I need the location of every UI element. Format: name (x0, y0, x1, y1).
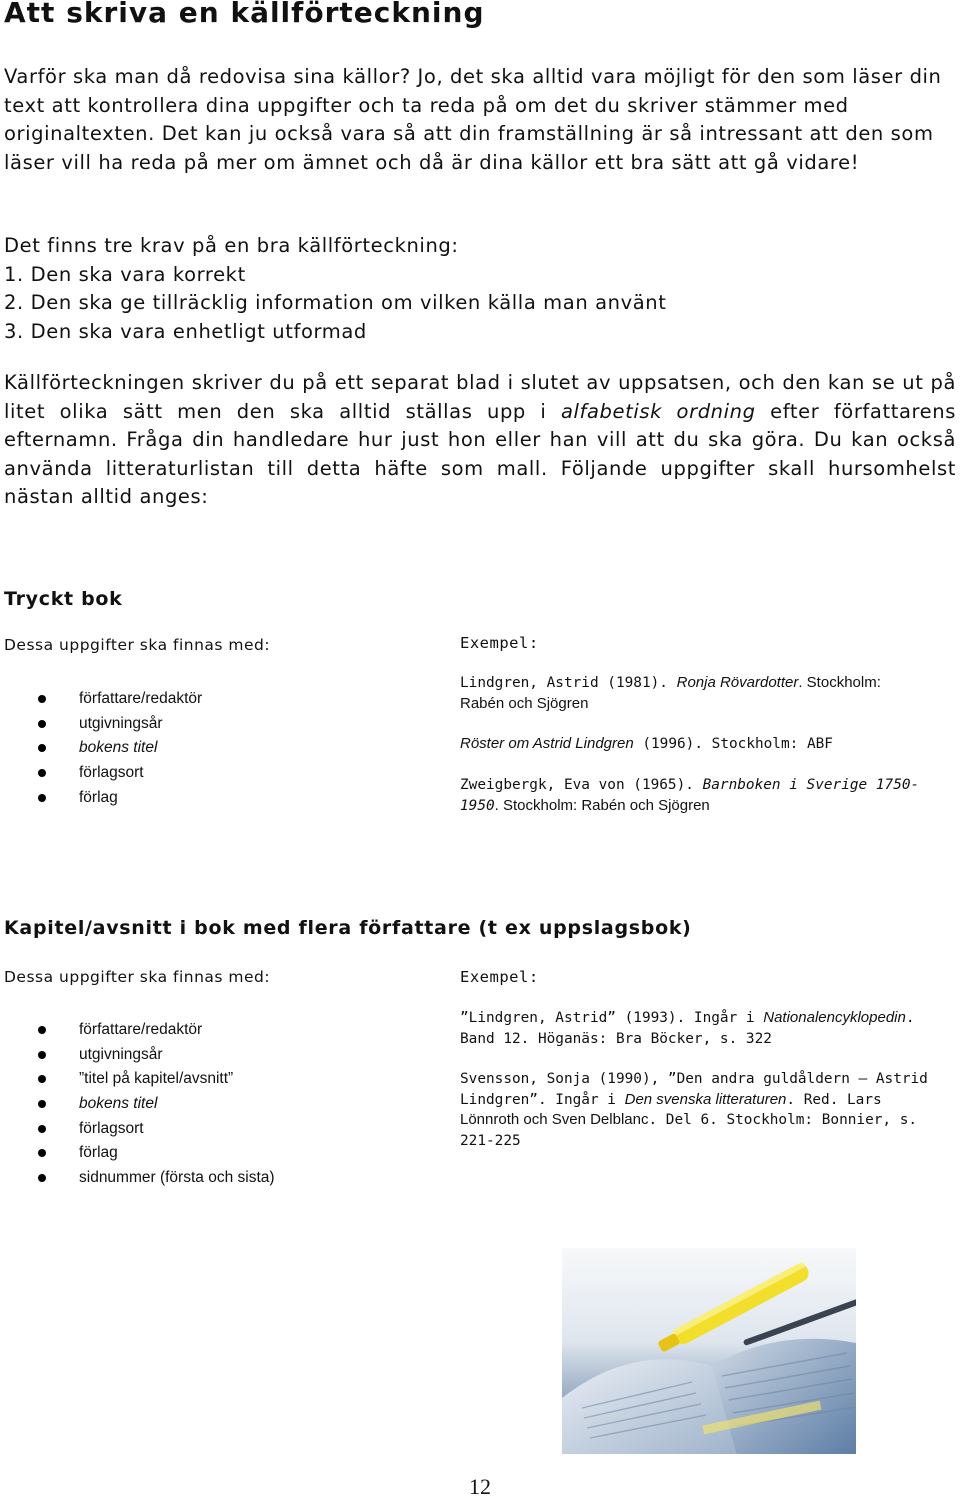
list-item: ”titel på kapitel/avsnitt” (38, 1067, 275, 1092)
page-number: 12 (469, 1474, 491, 1499)
example-entry (460, 775, 940, 816)
example-text: Band 12. Höganäs: Bra Böcker, s. 322 (460, 1030, 772, 1047)
requirement-item: 2. Den ska ge tillräcklig information om vilken källa man använt (4, 291, 667, 314)
list-item: utgivningsår (38, 1043, 275, 1068)
list-item: författare/redaktör (38, 687, 202, 712)
paragraph-text: Källförteckningen skriver du på ett separat blad i slutet av uppsatsen, och den kan se ut på litet olika sätt men den ska alltid ställas upp i (4, 371, 956, 423)
example-text: Lindgren, Astrid (1981). (460, 675, 677, 691)
example-text: . Del 6. Stockholm: Bonnier, s. 221-225 (460, 1112, 918, 1149)
section-title: Kapitel/avsnitt i bok med flera författare (t ex uppslagsbok) (4, 917, 692, 939)
example-text: Svensson, Sonja (1990), ”Den andra guldåldern – Astrid Lindgren”. Ingår i (460, 1071, 928, 1108)
paragraph-text: efter författarens efternamn. Fråga din handledare hur just hon eller han vill att du ska göra. Du kan också använda litteraturlistan till detta häfte som mall. Följande uppgifter skall hursomhelst nästan alltid anges: (4, 399, 956, 508)
example-entry (460, 673, 940, 714)
required-label: Dessa uppgifter ska finnas med: (4, 636, 271, 654)
page-title: Att skriva en källförteckning (4, 0, 485, 29)
requirement-item: 1. Den ska vara korrekt (4, 262, 246, 286)
required-label: Dessa uppgifter ska finnas med: (4, 968, 271, 986)
list-item: bokens titel (38, 1092, 275, 1117)
requirements-heading: Det finns tre krav på en bra källförteckning: (4, 234, 459, 257)
example-entry (460, 734, 940, 755)
example-label: Exempel: (460, 634, 539, 652)
example-label: Exempel: (460, 968, 539, 986)
paragraph-emphasis: alfabetisk ordning (560, 399, 756, 423)
example-text: . Stockholm: (798, 674, 881, 691)
example-title: Röster om Astrid Lindgren (460, 735, 634, 752)
required-fields-list (38, 1018, 275, 1191)
example-title: Barnboken i Sverige 1750- (702, 777, 920, 793)
example-text: Rabén och Sjögren (460, 694, 589, 712)
example-title: Nationalencyklopedin (763, 1009, 906, 1026)
list-item: förlag (38, 1141, 275, 1166)
instructions-paragraph (4, 369, 956, 512)
required-fields-list (38, 687, 202, 810)
example-text: . (905, 1010, 915, 1026)
example-text: ”Lindgren, Astrid” (1993). Ingår i (460, 1010, 764, 1026)
example-title: 1950 (460, 797, 495, 814)
example-title: Ronja Rövardotter (676, 674, 799, 691)
example-entry (460, 1069, 938, 1151)
example-text: Zweigbergk, Eva von (1965). (460, 777, 703, 793)
example-text: . Red. Lars (786, 1091, 882, 1108)
example-entry (460, 1008, 940, 1049)
requirement-item: 3. Den ska vara enhetligt utformad (4, 319, 367, 343)
list-item: utgivningsår (38, 712, 202, 737)
list-item: författare/redaktör (38, 1018, 275, 1043)
example-text: (1996). Stockholm: ABF (633, 736, 833, 752)
list-item: förlagsort (38, 761, 202, 786)
example-title: Den svenska litteraturen (624, 1090, 787, 1108)
book-highlighter-photo (562, 1248, 856, 1454)
list-item: sidnummer (första och sista) (38, 1166, 275, 1191)
list-item: bokens titel (38, 736, 202, 761)
example-text: . Stockholm: Rabén och Sjögren (494, 796, 710, 814)
requirements-block (4, 232, 956, 346)
list-item: förlagsort (38, 1117, 275, 1142)
example-text: Lönnroth och Sven Delblanc (460, 1111, 649, 1128)
intro-paragraph: Varför ska man då redovisa sina källor? Jo, det ska alltid vara möjligt för den som läser din text att kontrollera dina uppgifter och ta reda på om det du skriver stämmer med originaltexten. Det kan ju också vara så att din framställning är så intressant att den som läser vill ha reda på mer om ämnet och då är dina källor ett bra sätt att gå vidare! (4, 65, 942, 174)
list-item: förlag (38, 786, 202, 811)
section-title: Tryckt bok (4, 588, 123, 610)
